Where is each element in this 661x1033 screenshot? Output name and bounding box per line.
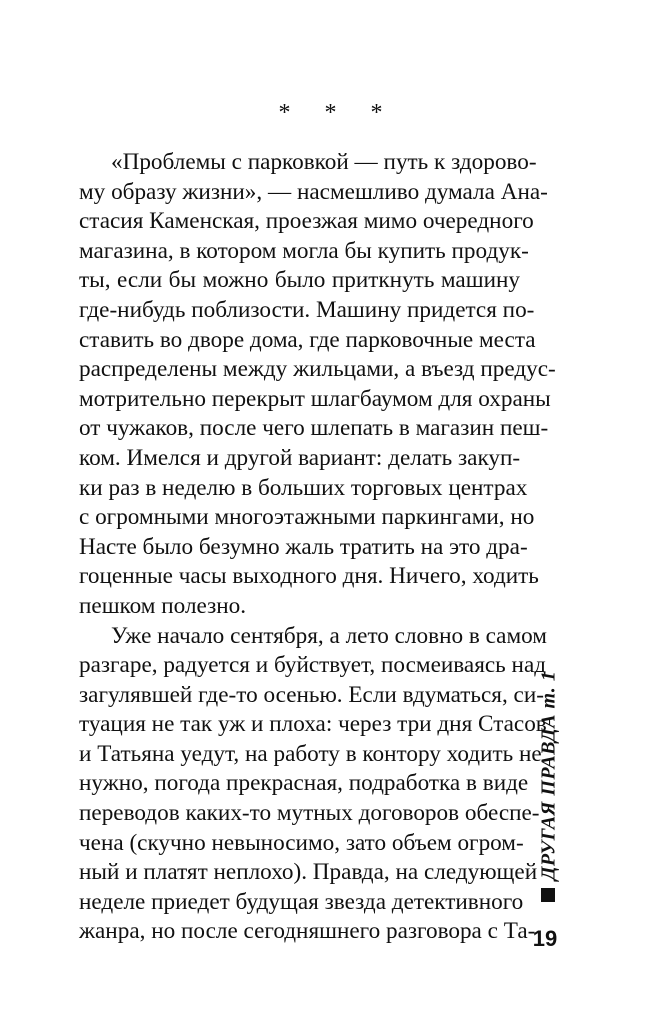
section-break-ornament: * * * (278, 100, 397, 126)
text-line: и Татьяна уедут, на работу в контору ходить не (79, 740, 542, 767)
text-line: стасия Каменская, проезжая мимо очередного (79, 208, 534, 235)
text-line: где-нибудь поблизости. Машину придется по- (79, 296, 535, 323)
text-line: туация не так уж и плоха: через три дня Стасов (79, 711, 547, 738)
text-line: переводов каких-то мутных договоров обеспе- (79, 800, 540, 827)
text-line: от чужаков, после чего шлепать в магазин пеш- (79, 415, 549, 442)
text-line: жанра, но после сегодняшнего разговора с Та- (79, 918, 536, 945)
running-head (536, 670, 562, 880)
running-head-title: ДРУГАЯ ПРАВДА т. 1 (537, 670, 560, 880)
text-line: разгаре, радуется и буйствует, посмеиваясь над (79, 652, 547, 679)
text-line: гоценные часы выходного дня. Ничего, ходить (79, 563, 539, 590)
text-line: «Проблемы с парковкой — путь к здорово- (111, 149, 537, 175)
text-line: неделе приедет будущая звезда детективного (79, 888, 524, 915)
text-line: с огромными многоэтажными паркингами, но (79, 504, 535, 531)
text-line: му образу жизни», — насмешливо думала Ана- (79, 178, 548, 205)
paragraph-1 (79, 148, 556, 622)
text-line: Насте было безумно жаль тратить на это дра- (79, 533, 528, 560)
text-line: магазина, в котором могла бы купить продук- (79, 237, 529, 264)
text-line: ты, если бы можно было приткнуть машину (79, 267, 520, 294)
text-line: распределены между жильцами, а въезд предус- (79, 356, 556, 383)
text-line: пешком полезно. (79, 592, 247, 619)
text-line: ный и платят неплохо). Правда, на следующей (79, 859, 538, 886)
text-line: ком. Имелся и другой вариант: делать закуп- (79, 444, 521, 471)
text-line: ки раз в неделю в больших торговых центрах (79, 474, 528, 501)
square-marker-icon (541, 888, 555, 902)
text-line: мотрительно перекрыт шлагбаумом для охраны (79, 385, 551, 412)
text-line: загулявшей где-то осенью. Если вдуматься, си- (79, 681, 544, 708)
text-line: ставить во дворе дома, где парковочные места (79, 326, 536, 353)
text-line: Уже начало сентября, а лето словно в самом (111, 622, 547, 649)
text-line: чена (скучно невыносимо, зато объем огром- (79, 829, 524, 856)
page-number: 19 (532, 926, 558, 951)
text-line: нужно, погода прекрасная, подработка в виде (79, 770, 529, 797)
